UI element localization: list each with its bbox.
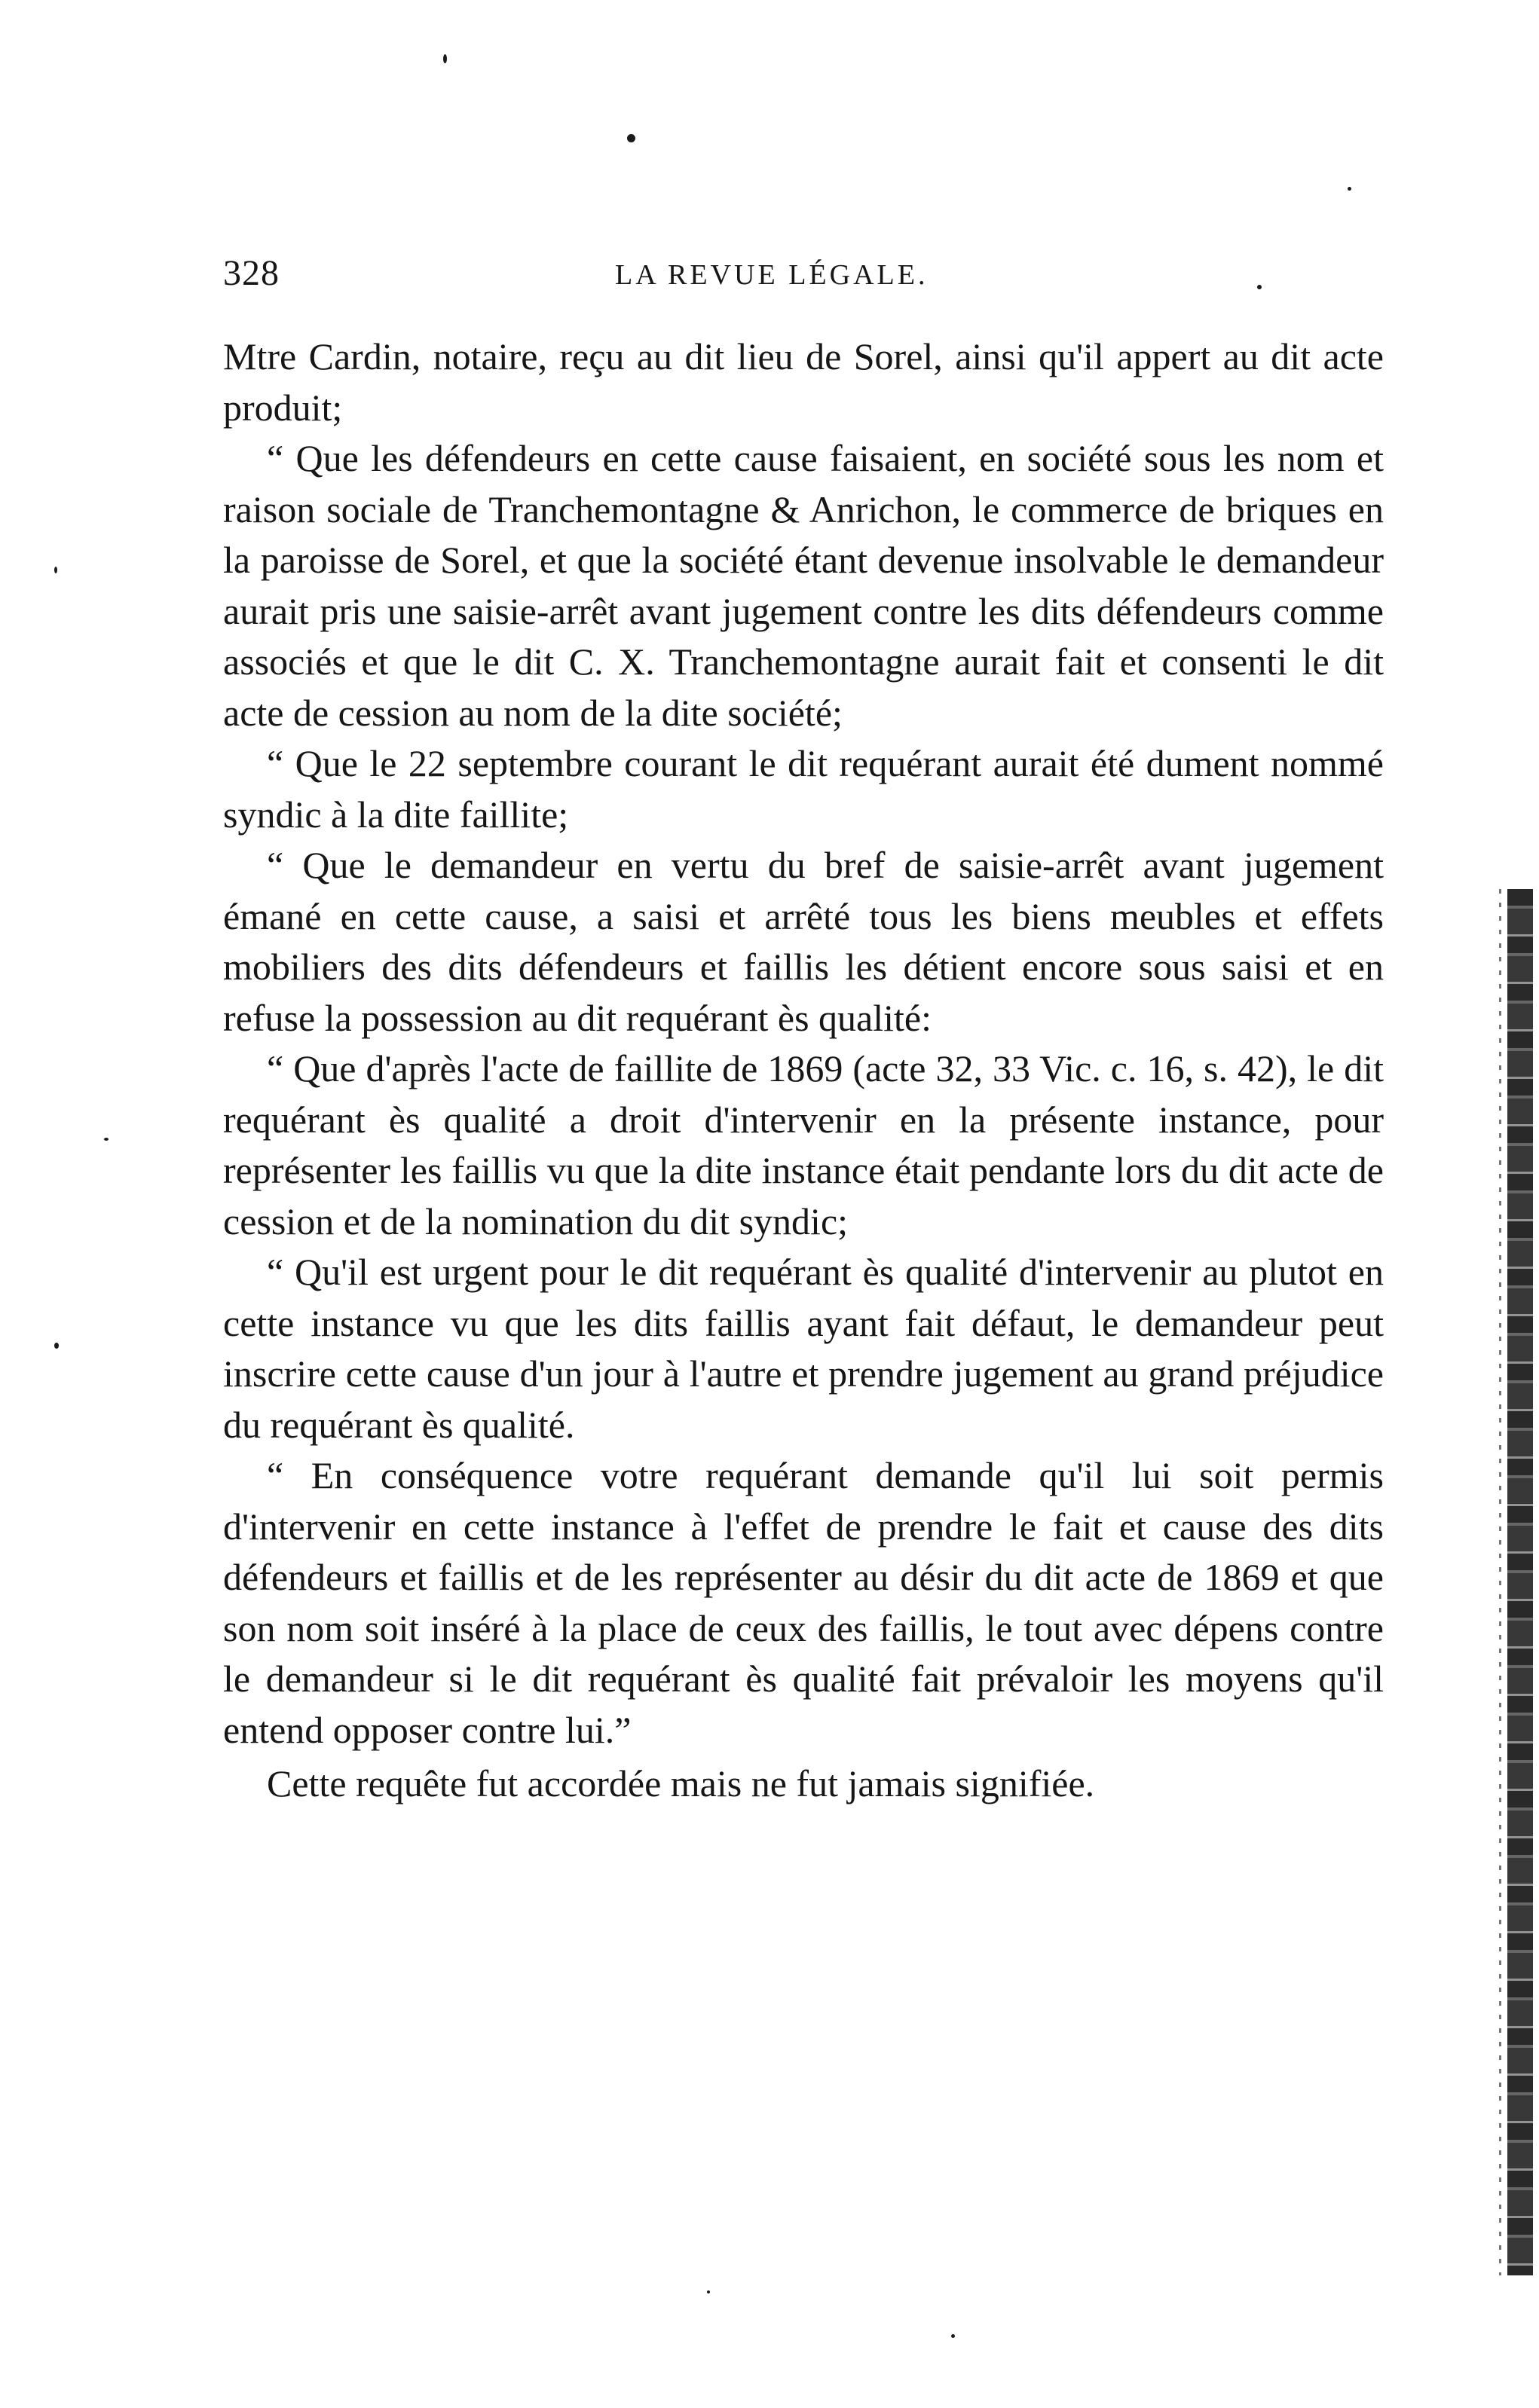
page-header [223,252,1233,298]
scan-binding-shadow [1499,889,1501,2275]
body-text [223,332,1384,1810]
speck [54,1343,59,1349]
paragraph-continuation: Mtre Cardin, notaire, reçu au dit lieu de Sorel, ainsi qu'il appert au dit acte produit; [223,335,1384,429]
speck [104,1138,109,1141]
speck [443,54,447,63]
paragraph-syndic-appointment: “ Que le 22 septembre courant le dit requérant aurait été dument nommé syndic à la dite faillite; [223,742,1384,836]
speck [1348,187,1351,191]
speck [54,567,57,573]
running-head: LA REVUE LÉGALE. [615,259,929,291]
page-number: 328 [223,253,280,293]
speck [1257,285,1262,289]
paragraph-request: “ En conséquence votre requérant demande qu'il lui soit permis d'intervenir en cette instance à l'effet de prendre le fait et cause des dits défendeurs et faillis et de les représenter au désir du dit acte de 1869 et que son nom soit inséré à la place de ceux des faillis, le tout avec dépens contre le demandeur si le dit requérant ès qualité fait prévaloir les moyens qu'il entend opposer contre lui.” [223,1454,1384,1751]
speck [951,2334,955,2338]
paragraph-seizure: “ Que le demandeur en vertu du bref de saisie-arrêt avant jugement émané en cette cause, a saisi et arrêté tous les biens meubles et effets mobiliers des dits défendeurs et faillis les détient encore sous saisi et en refuse la possession au dit requérant ès qualité: [223,844,1384,1039]
paragraph-closing: Cette requête fut accordée mais ne fut jamais signifiée. [267,1762,1095,1804]
paragraph-partnership: “ Que les défendeurs en cette cause faisaient, en société sous les nom et raison sociale de Tranchemontagne & Anrichon, le commerce de briques en la paroisse de Sorel, et que la société étant devenue insolvable le demandeur aurait pris une saisie-arrêt avant jugement contre les dits défendeurs comme associés et que le dit C. X. Tranchemontagne aurait fait et consenti le dit acte de cession au nom de la dite société; [223,437,1384,734]
paragraph-urgency: “ Qu'il est urgent pour le dit requérant ès qualité d'intervenir au plutot en cette instance vu que les dits faillis ayant fait défaut, le demandeur peut inscrire cette cause d'un jour à l'autre et prendre jugement au grand préjudice du requérant ès qualité. [223,1251,1384,1446]
scan-binding-edge [1507,889,1533,2275]
paragraph-bankruptcy-act: “ Que d'après l'acte de faillite de 1869 (acte 32, 33 Vic. c. 16, s. 42), le dit requérant ès qualité a droit d'intervenir en la présente instance, pour représenter les faillis vu que la dite instance était pendante lors du dit acte de cession et de la nomination du dit syndic; [223,1047,1384,1242]
speck [627,134,635,142]
speck [707,2290,710,2293]
